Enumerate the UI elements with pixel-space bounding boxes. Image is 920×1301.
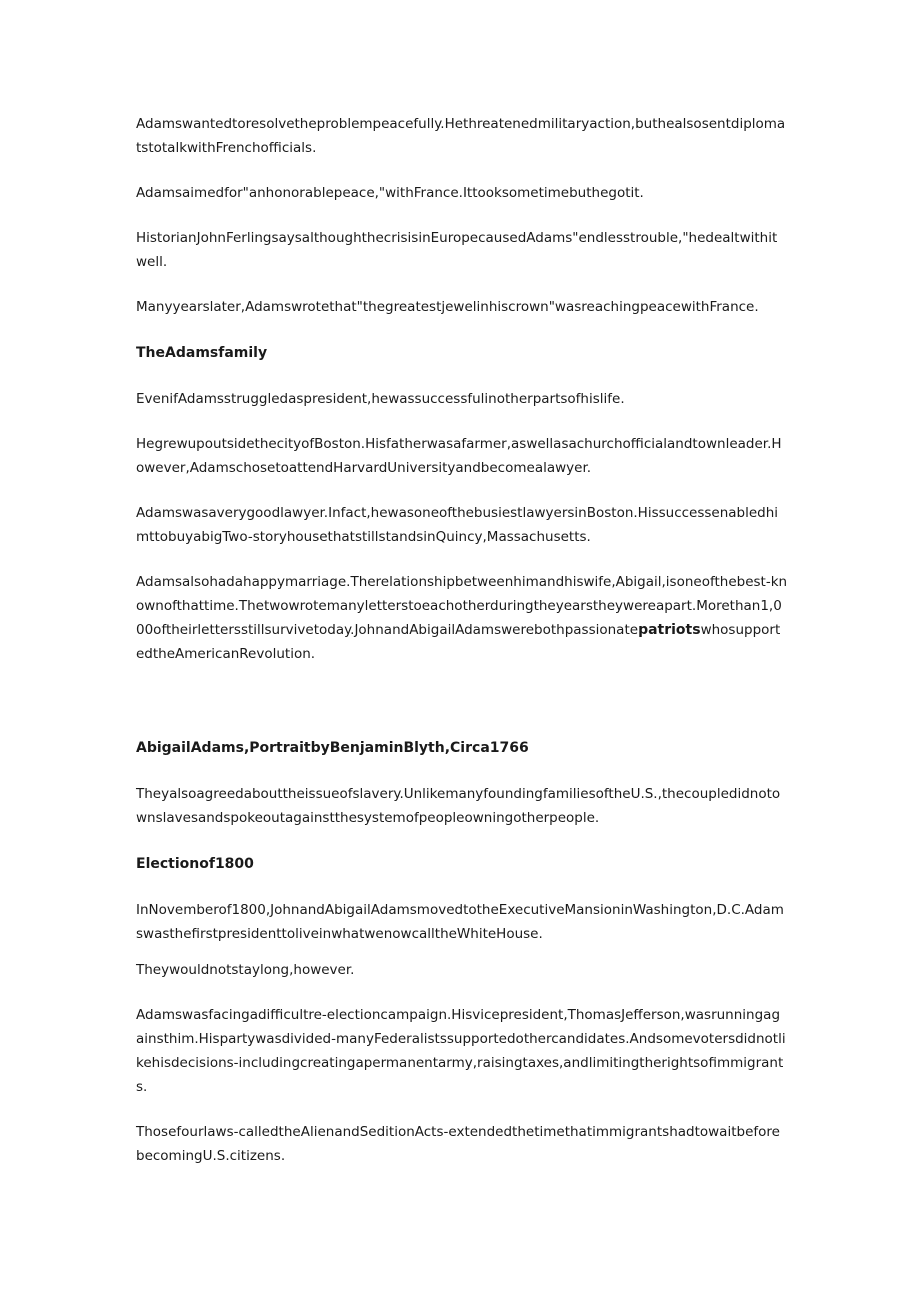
paragraph: Thosefourlaws-calledtheAlienandSeditionActs-extendedthetimethatimmigrantshadtowaitbeforebecomingU.S.citizens. [136,1124,780,1164]
paragraph-text: Adamsalsohadahappymarriage.Therelationshipbetweenhimandhiswife,Abigail,isoneofthebest-knownofthattime.Thetwowrotemanyletterstoeachotherduringtheyearstheywereapart.Morethan1,000oftheirlettersstillsurvivetoday.JohnandAbigailAdamswerebothpassionate [136,574,788,638]
paragraph: HegrewupoutsidethecityofBoston.Hisfatherwasafarmer,aswellasachurchofficialandtownleader.However,AdamschosetoattendHarvardUniversityandbecomealawyer. [136,436,782,476]
paragraph: Adamswasfacingadifficultre-electioncampaign.Hisvicepresident,ThomasJefferson,wasrunningagainsthim.Hispartywasdivided-manyFederalistssupportedothercandidates.Andsomevotersdidnotlikehisdecisions-includingcreatingapermanentarmy,raisingtaxes,andlimitingtherightsofimmigrants. [136,1007,786,1095]
paragraph: EvenifAdamsstruggledaspresident,hewassuccessfulinotherpartsofhislife. [136,391,625,407]
document-body [136,112,788,1168]
paragraph: HistorianJohnFerlingsaysalthoughthecrisisinEuropecausedAdams"endlesstrouble,"hedealtwithitwell. [136,230,778,270]
paragraph: Theyalsoagreedabouttheissueofslavery.UnlikemanyfoundingfamiliesoftheU.S.,thecoupledidnotownslavesandspokeoutagainstthesystemofpeopleowningotherpeople. [136,786,781,826]
image-caption-heading: AbigailAdams,PortraitbyBenjaminBlyth,Circa1766 [136,740,529,756]
paragraph: Theywouldnotstaylong,however. [136,962,355,978]
paragraph: Adamsaimedfor"anhonorablepeace,"withFrance.Ittooksometimebuthegotit. [136,185,644,201]
paragraph: Adamswantedtoresolvetheproblempeacefully.Hethreatenedmilitaryaction,buthealsosentdiplomatstotalkwithFrenchofficials. [136,116,786,156]
paragraph [136,570,788,666]
section-heading: Electionof1800 [136,856,254,872]
paragraph: Adamswasaverygoodlawyer.Infact,hewasoneofthebusiestlawyersinBoston.HissuccessenabledhimttobuyabigTwo-storyhousethatstillstandsinQuincy,Massachusetts. [136,505,779,545]
paragraph: Manyyearslater,Adamswrotethat"thegreatestjewelinhiscrown"wasreachingpeacewithFrance. [136,299,759,315]
bold-term: patriots [638,622,701,638]
paragraph: InNovemberof1800,JohnandAbigailAdamsmovedtotheExecutiveMansioninWashington,D.C.AdamswasthefirstpresidenttoliveinwhatwenowcalltheWhiteHouse. [136,902,784,942]
paragraph-text: whosupportedtheAmericanRevolution. [136,622,781,662]
section-heading: TheAdamsfamily [136,345,268,361]
